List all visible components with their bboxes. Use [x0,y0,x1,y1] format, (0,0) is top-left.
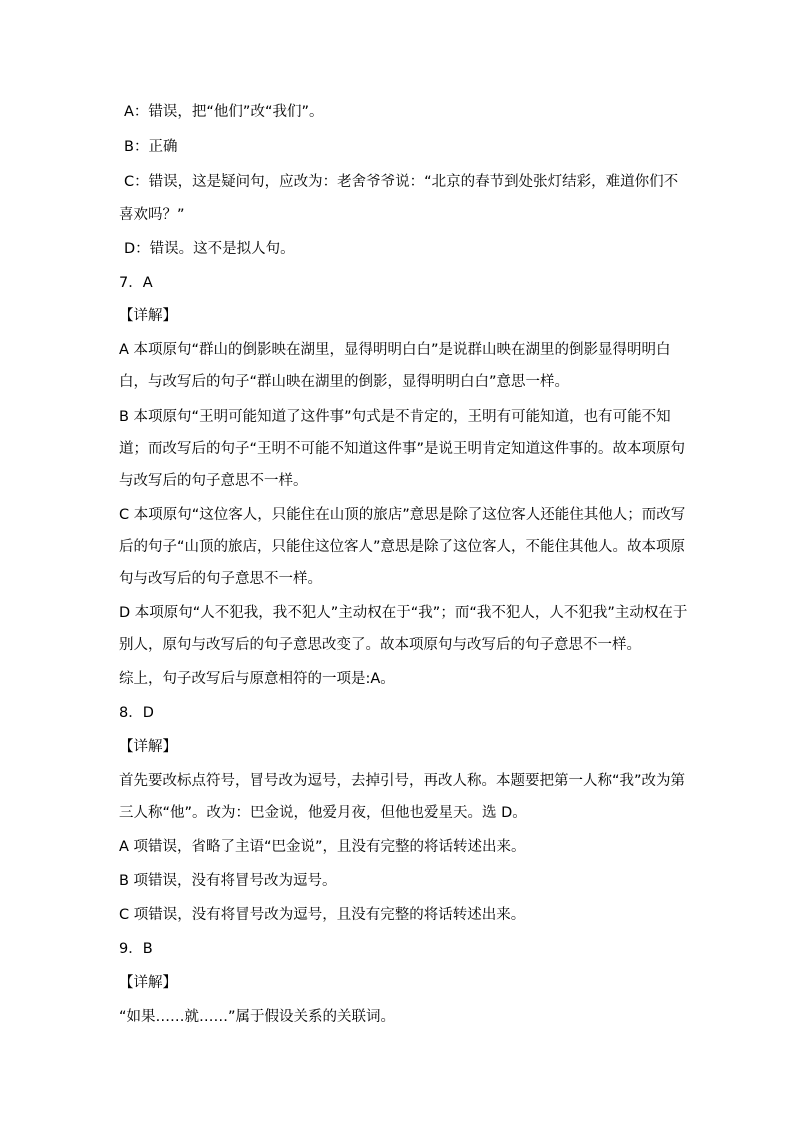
q7-item-d-line1: D 本项原句“人不犯我，我不犯人”主动权在于“我”；而“我不犯人，人不犯我”主动权在于 [119,605,688,621]
question-8-detail-heading: 【详解】 [119,739,177,755]
q8-paragraph-line1: 首先要改标点符号，冒号改为逗号，去掉引号，再改人称。本题要把第一人称“我”改为第 [119,773,686,789]
q7-item-d-line2: 别人，原句与改写后的句子意思改变了。故本项原句与改写后的句子意思不一样。 [119,637,641,653]
q9-paragraph: “如果……就……”属于假设关系的关联词。 [119,1009,396,1025]
question-9-answer: 9．B [119,941,153,957]
q7-item-c-line2: 后的句子“山顶的旅店，只能住这位客人”意思是除了这位客人，不能住其他人。故本项原 [119,539,686,555]
answer-option-a: A：错误，把“他们”改“我们”。 [124,104,324,120]
q8-item-c: C 项错误，没有将冒号改为逗号，且没有完整的将话转述出来。 [119,907,526,923]
question-7-detail-heading: 【详解】 [119,308,177,324]
question-9-detail-heading: 【详解】 [119,975,177,991]
q8-item-b: B 项错误，没有将冒号改为逗号。 [119,873,337,889]
question-7-answer: 7．A [119,275,153,291]
question-8-answer: 8．D [119,705,154,721]
q7-item-a-line2: 白，与改写后的句子“群山映在湖里的倒影，显得明明白白”意思一样。 [119,374,570,390]
answer-option-d: D：错误。这不是拟人句。 [124,241,295,257]
q7-item-c-line3: 句与改写后的句子意思不一样。 [119,571,322,587]
q8-item-a: A 项错误，省略了主语“巴金说”，且没有完整的将话转述出来。 [119,839,526,855]
q7-summary: 综上，句子改写后与原意相符的一项是:A。 [119,671,395,687]
q7-item-b-line3: 与改写后的句子意思不一样。 [119,473,308,489]
answer-option-c-line1: C：错误，这是疑问句，应改为：老舍爷爷说：“北京的春节到处张灯结彩，难道你们不 [124,174,679,190]
q7-item-a-line1: A 本项原句“群山的倒影映在湖里，显得明明白白”是说群山映在湖里的倒影显得明明白 [119,342,671,358]
answer-option-c-line2: 喜欢吗？” [119,207,185,223]
answer-option-b: B：正确 [124,139,178,155]
q7-item-b-line2: 道；而改写后的句子“王明不可能不知道这件事”是说王明肯定知道这件事的。故本项原句 [119,441,686,457]
q8-paragraph-line2: 三人称“他”。改为：巴金说，他爱月夜，但他也爱星天。选 D。 [119,805,527,821]
q7-item-b-line1: B 本项原句“王明可能知道了这件事”句式是不肯定的，王明有可能知道，也有可能不知 [119,409,671,425]
q7-item-c-line1: C 本项原句“这位客人，只能住在山顶的旅店”意思是除了这位客人还能住其他人；而改写 [119,507,686,523]
